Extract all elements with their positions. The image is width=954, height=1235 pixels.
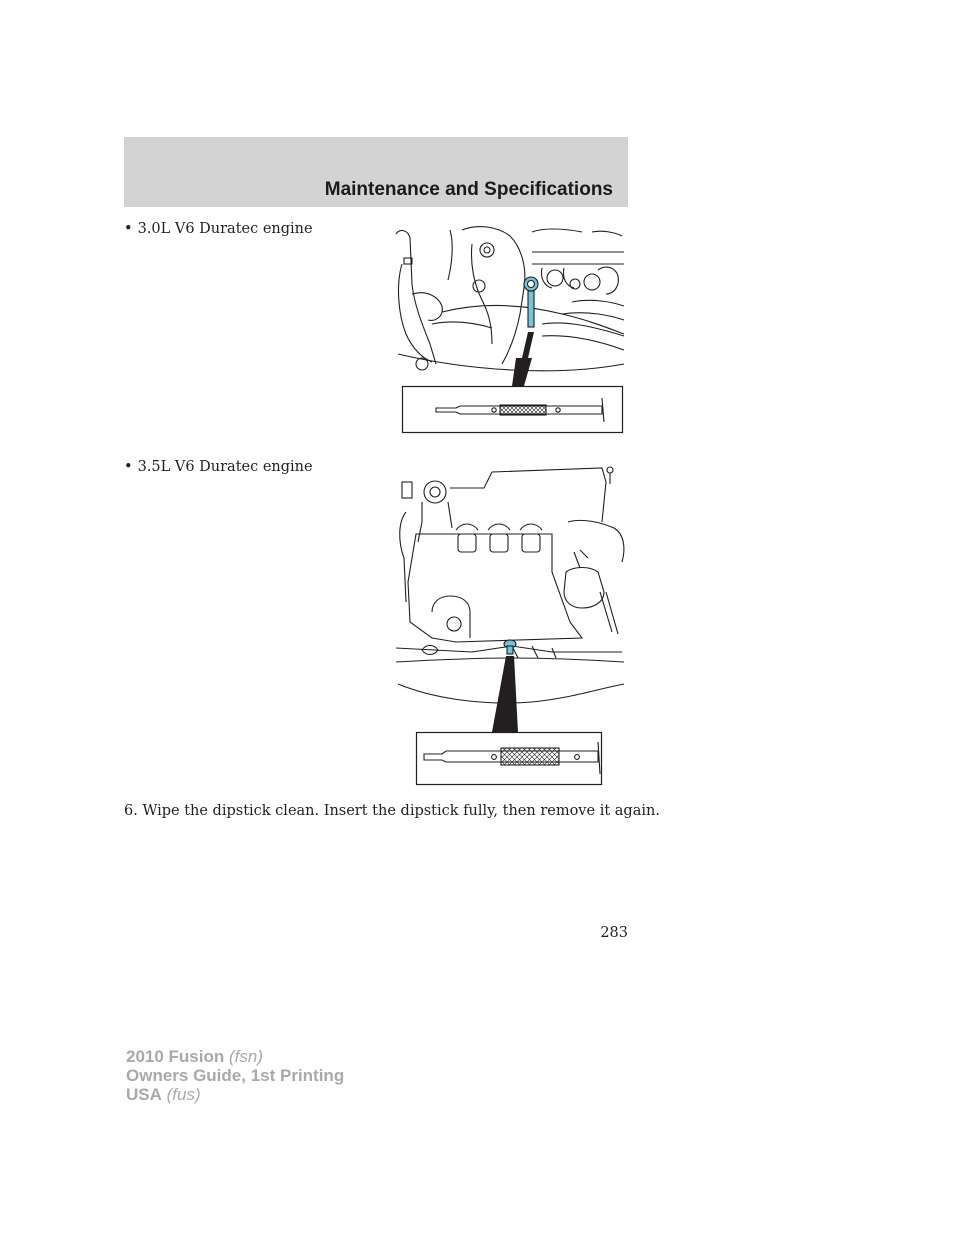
engine-3-5l-dipstick-illustration [392, 462, 627, 788]
footer-line-1 [126, 1047, 344, 1066]
document-footer [126, 1047, 344, 1104]
bullet-text: 3.0L V6 Duratec engine [137, 221, 313, 237]
callout-pointer [492, 656, 518, 732]
section-header-band [124, 137, 628, 207]
footer-market: USA [126, 1085, 162, 1104]
engine-bay-3-0l-drawing [396, 227, 624, 371]
engine-3-0l-dipstick-illustration [392, 224, 627, 436]
footer-model: 2010 Fusion [126, 1047, 225, 1066]
page-number: 283 [600, 925, 628, 941]
step-6-instruction: 6. Wipe the dipstick clean. Insert the dipstick fully, then remove it again. [124, 803, 660, 819]
callout-pointer [512, 332, 534, 386]
footer-model-code: (fsn) [229, 1047, 263, 1066]
dipstick-safe-range-hatch [500, 405, 546, 415]
dipstick-highlight [524, 277, 538, 327]
bullet-text: 3.5L V6 Duratec engine [137, 459, 313, 475]
footer-line-3 [126, 1085, 344, 1104]
footer-line-2 [126, 1066, 344, 1085]
bullet-symbol: • [124, 459, 133, 475]
bullet-3-0l-engine [124, 221, 313, 237]
section-title: Maintenance and Specifications [324, 179, 613, 200]
dipstick-safe-range-hatch [501, 748, 559, 765]
bullet-3-5l-engine [124, 459, 313, 475]
footer-market-code: (fus) [166, 1085, 201, 1104]
bullet-symbol: • [124, 221, 133, 237]
dipstick-highlight [504, 640, 516, 654]
footer-edition: Owners Guide, 1st Printing [126, 1066, 345, 1085]
